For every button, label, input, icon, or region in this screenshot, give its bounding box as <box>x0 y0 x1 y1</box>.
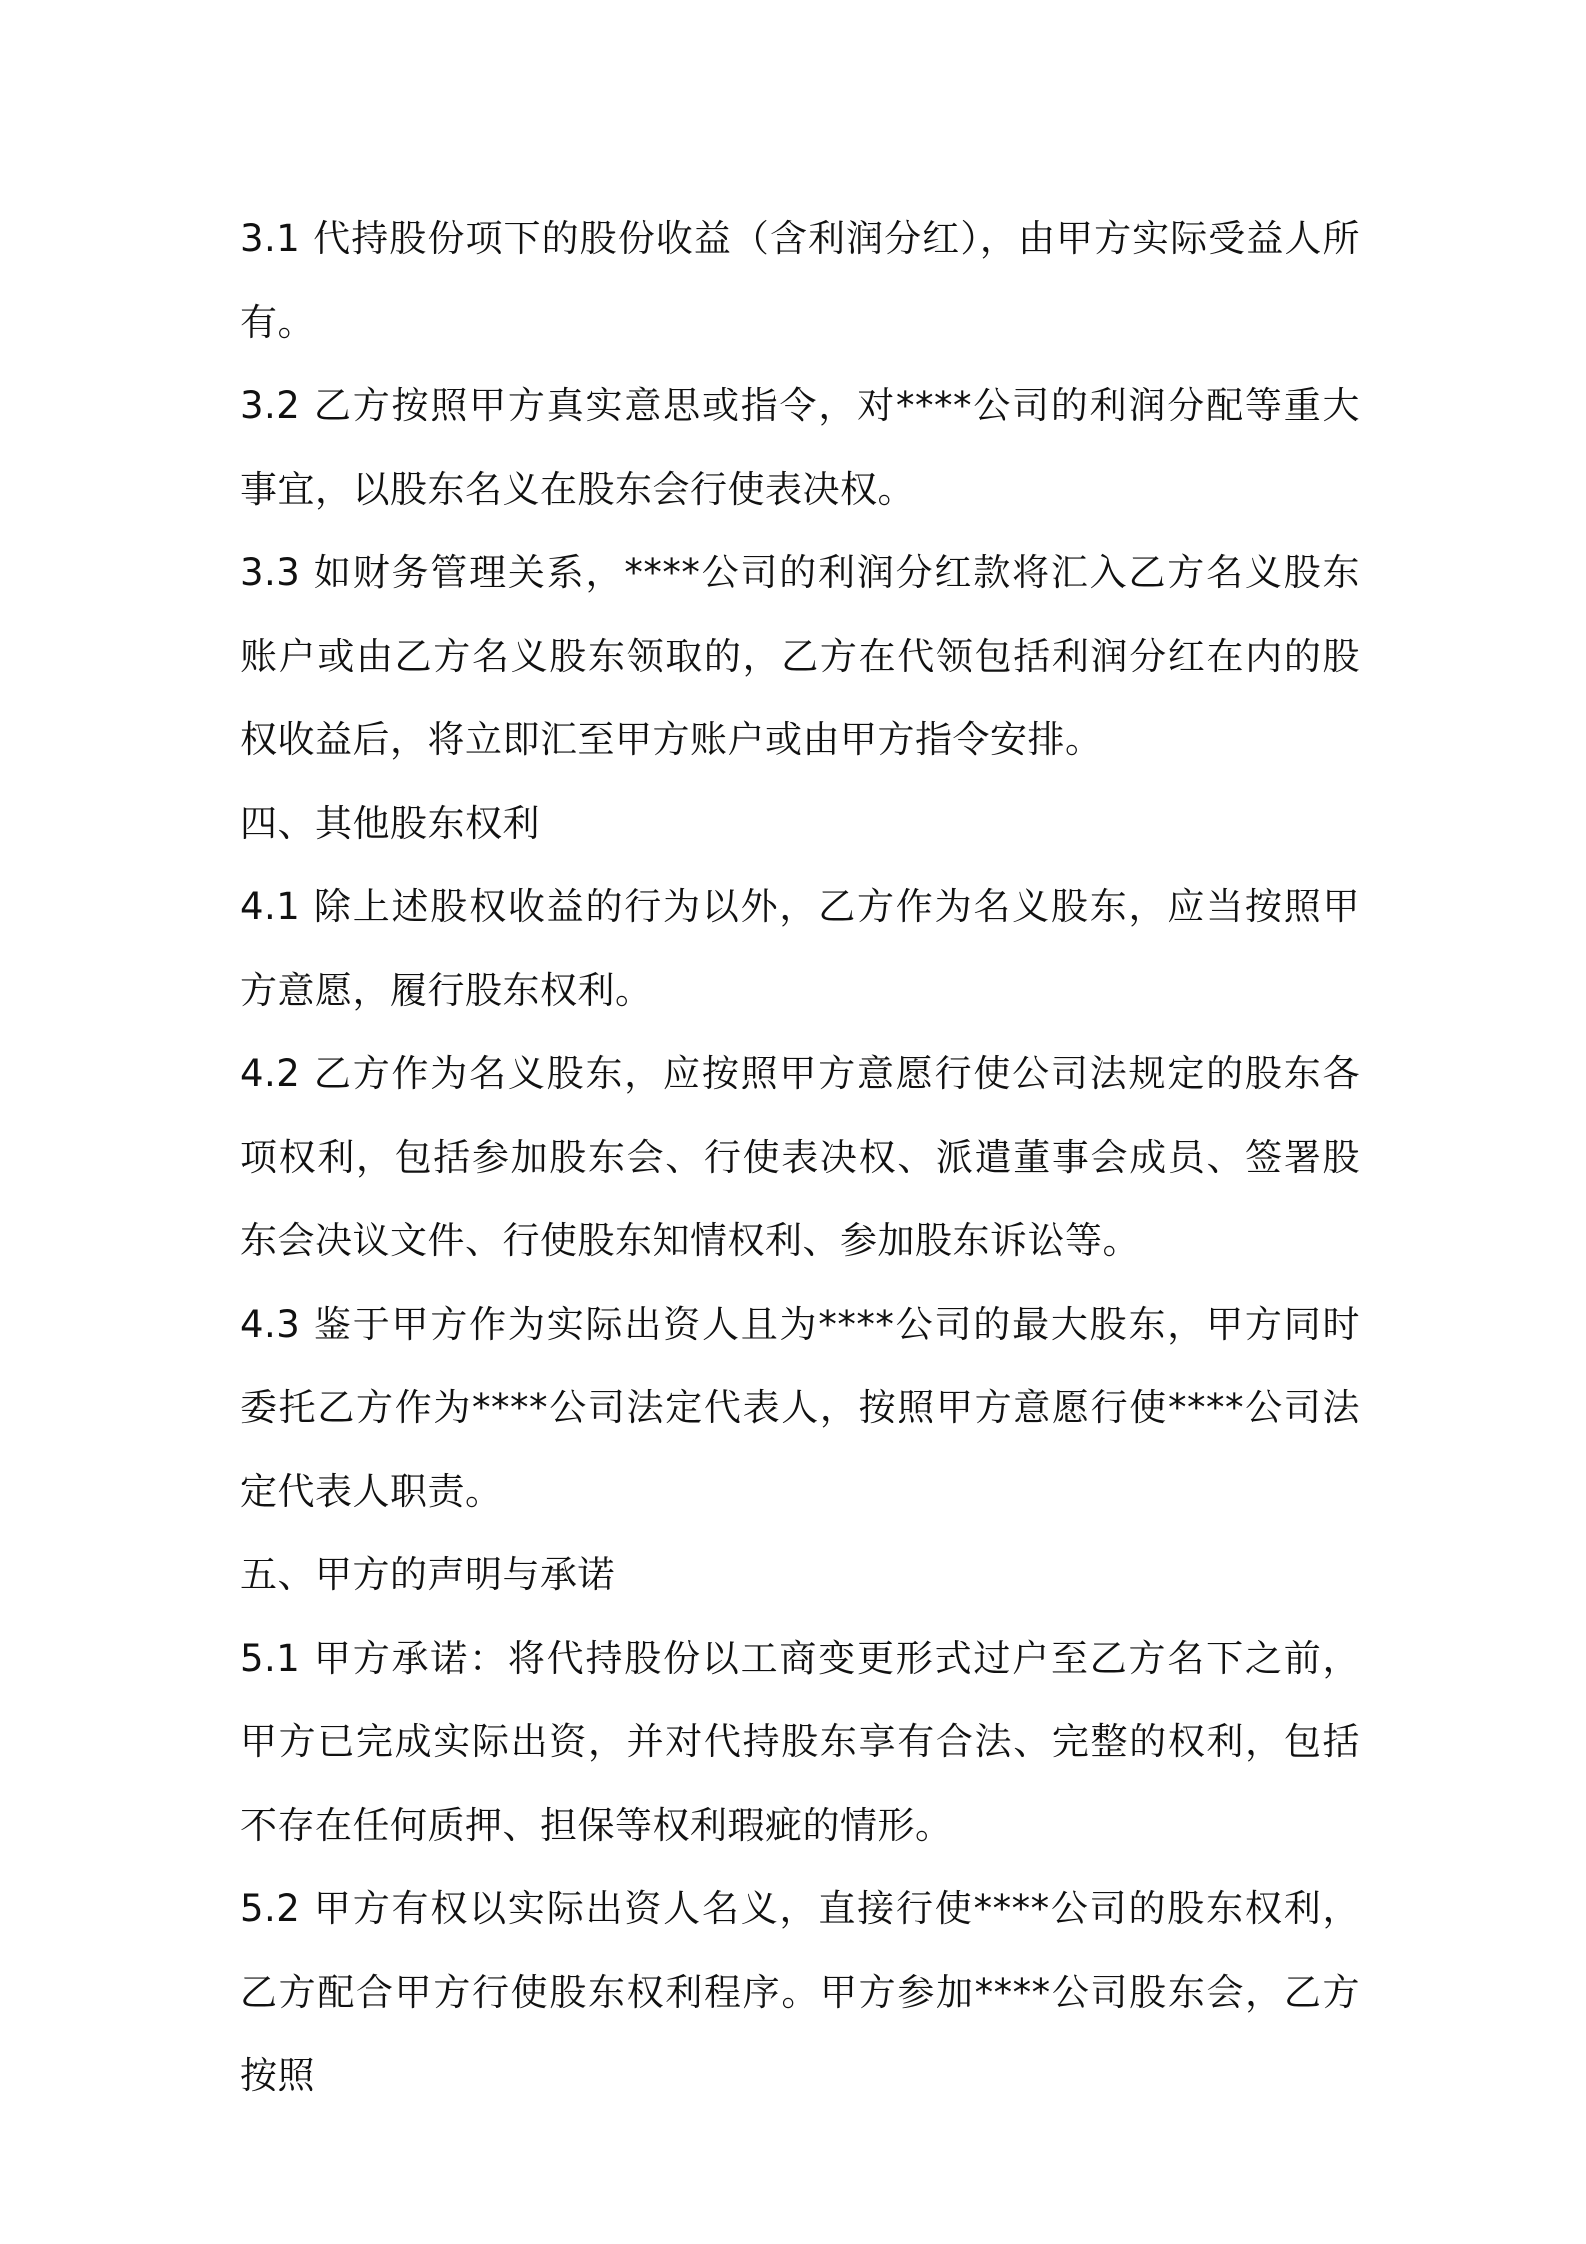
section-heading-4: 四、其他股东权利 <box>240 801 540 845</box>
clause-5-1: 5.1 甲方承诺：将代持股份以工商变更形式过户至乙方名下之前，甲方已完成实际出资，并对代持股东享有合法、完整的权利，包括不存在任何质押、担保等权利瑕疵的情形。 <box>240 1636 1360 1847</box>
clause-4-3: 4.3 鉴于甲方作为实际出资人且为****公司的最大股东，甲方同时委托乙方作为****公司法定代表人，按照甲方意愿行使****公司法定代表人职责。 <box>240 1302 1360 1513</box>
section-heading-5: 五、甲方的声明与承诺 <box>240 1553 615 1596</box>
clause-3-3: 3.3 如财务管理关系，****公司的利润分红款将汇入乙方名义股东账户或由乙方名义股东领取的，乙方在代领包括利润分红在内的股权收益后，将立即汇至甲方账户或由甲方指令安排。 <box>240 551 1360 761</box>
clause-3-2: 3.2 乙方按照甲方真实意思或指令，对****公司的利润分配等重大事宜，以股东名义在股东会行使表决权。 <box>240 384 1360 511</box>
document-body <box>240 197 1360 2118</box>
clause-3-1: 3.1 代持股份项下的股份收益（含利润分红），由甲方实际受益人所有。 <box>240 217 1360 344</box>
clause-5-2: 5.2 甲方有权以实际出资人名义，直接行使****公司的股东权利，乙方配合甲方行使股东权利程序。甲方参加****公司股东会，乙方按照 <box>240 1887 1360 2097</box>
clause-4-1: 4.1 除上述股权收益的行为以外，乙方作为名义股东，应当按照甲方意愿，履行股东权利。 <box>240 885 1360 1012</box>
clause-4-2: 4.2 乙方作为名义股东，应按照甲方意愿行使公司法规定的股东各项权利，包括参加股东会、行使表决权、派遣董事会成员、签署股东会决议文件、行使股东知情权利、参加股东诉讼等。 <box>240 1052 1360 1262</box>
